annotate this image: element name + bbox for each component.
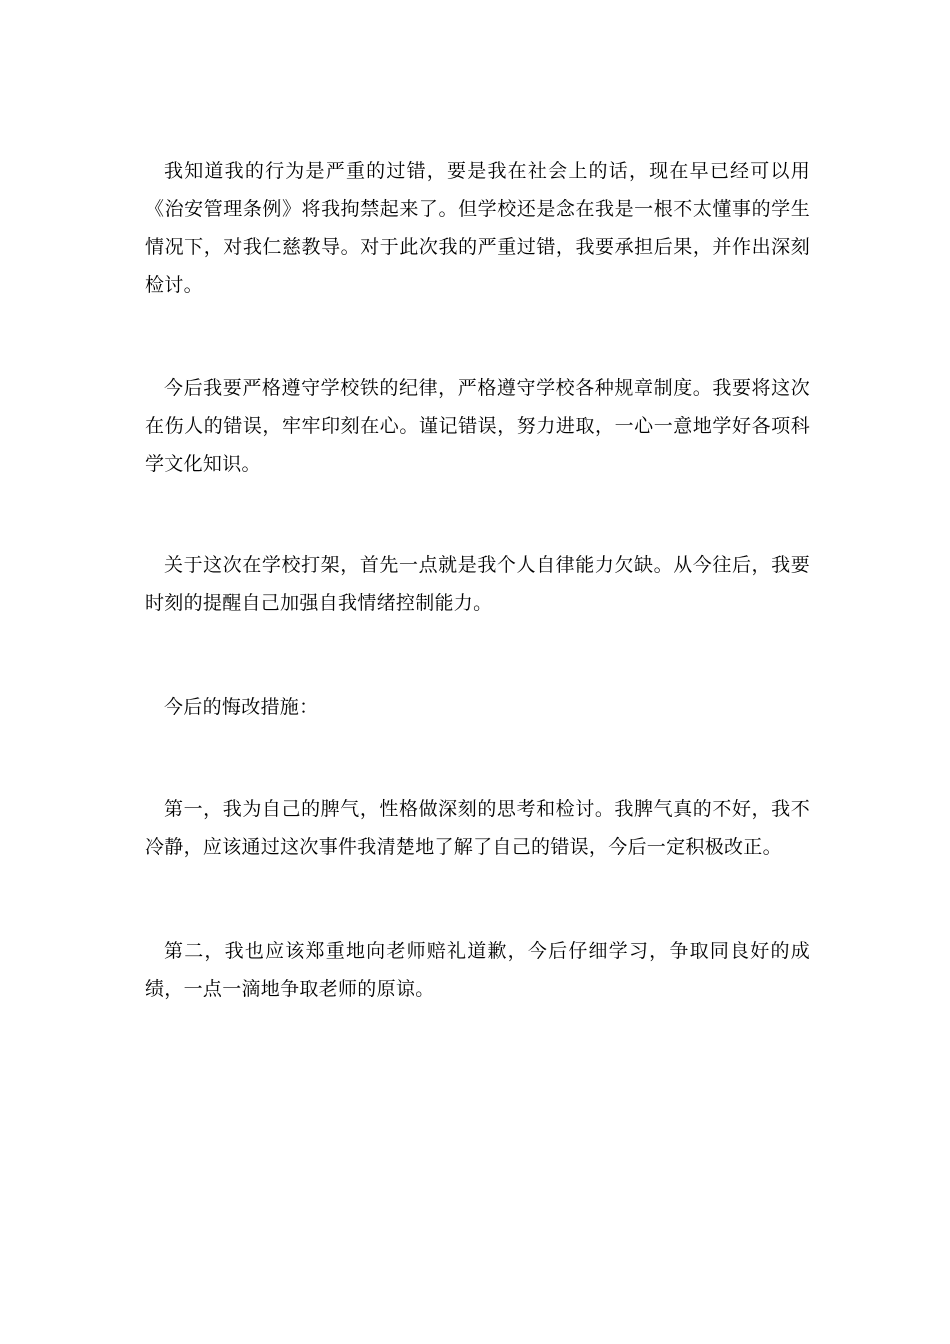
- paragraph-measure-two: 第二，我也应该郑重地向老师赔礼道歉，今后仔细学习，争取同良好的成绩，一点一滴地争取老师的原谅。: [145, 940, 810, 1000]
- paragraph-self-discipline: 关于这次在学校打架，首先一点就是我个人自律能力欠缺。从今往后，我要时刻的提醒自己加强自我情绪控制能力。: [145, 554, 810, 614]
- paragraph-acknowledgement: 我知道我的行为是严重的过错，要是我在社会上的话，现在早已经可以用《治安管理条例》将我拘禁起来了。但学校还是念在我是一根不太懂事的学生情况下，对我仁慈教导。对于此次我的严重过错，我要承担后果，并作出深刻检讨。: [145, 160, 810, 296]
- paragraph-measure-one: 第一，我为自己的脾气，性格做深刻的思考和检讨。我脾气真的不好，我不冷静，应该通过这次事件我清楚地了解了自己的错误，今后一定积极改正。: [145, 798, 810, 858]
- paragraph-measures-heading: 今后的悔改措施：: [164, 696, 319, 718]
- paragraph-commitment: 今后我要严格遵守学校铁的纪律，严格遵守学校各种规章制度。我要将这次在伤人的错误，牢牢印刻在心。谨记错误，努力进取，一心一意地学好各项科学文化知识。: [145, 377, 810, 475]
